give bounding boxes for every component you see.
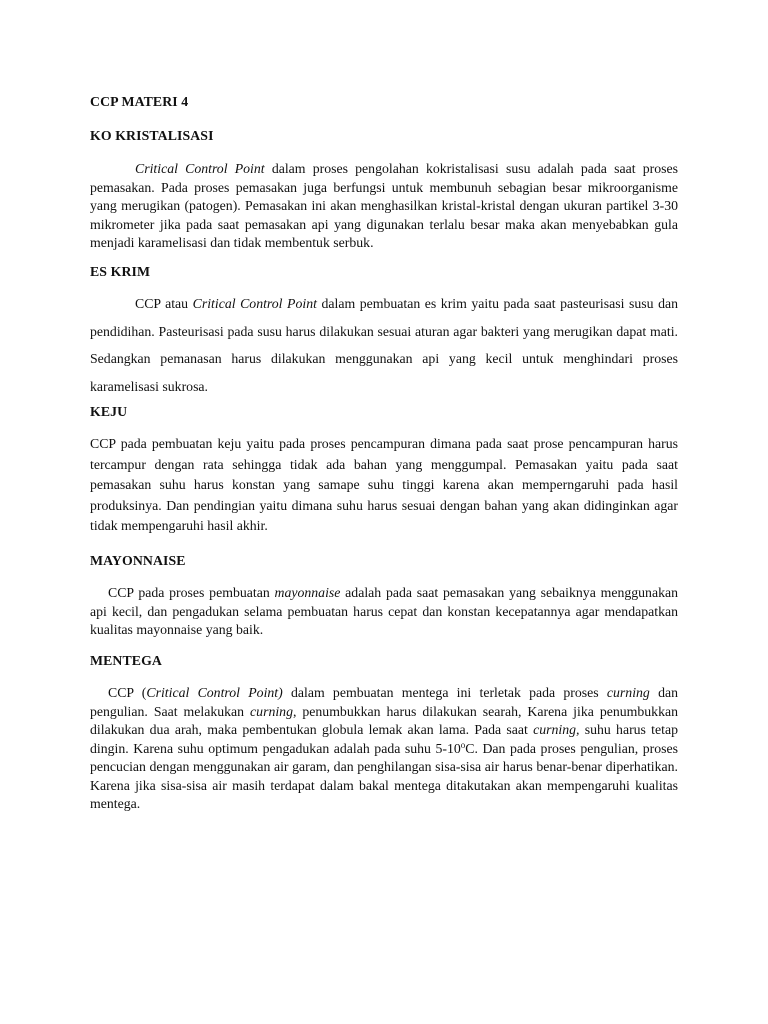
paragraph-mentega: CCP (Critical Control Point) dalam pembuatan mentega ini terletak pada proses curning dan pengulian. Saat melakukan curning, penumbukkan harus dilakukan searah, Karena jika penumbukkan dilakukan dua arah, maka pembentukan globula lemak akan lama. Pada saat curning, suhu harus tetap dingin. Karena suhu optimum pengadukan adalah pada suhu 5-10$^o$C. Dan pada proses pengulian, proses pencucian dengan menggunakan air garam, dan penghilangan sisa-sisa air harus benar-benar diperhatikan. Karena jika sisa-sisa air masih terdapat dalam bakal mentega ditakutakan akan mempengaruhi kualitas mentega. [90, 685, 678, 811]
heading-es-krim: ES KRIM [90, 264, 151, 279]
document-title: CCP MATERI 4 [90, 94, 189, 109]
italic-term: curning, [533, 722, 580, 737]
heading-keju: KEJU [90, 404, 128, 419]
heading-ko-kristalisasi: KO KRISTALISASI [90, 128, 214, 143]
paragraph-ko-kristalisasi: Critical Control Point dalam proses pengolahan kokristalisasi susu adalah pada saat proses pemasakan. Pada proses pemasakan juga berfungsi untuk membunuh sebagian besar mikroorganisme yang merugikan (patogen). Pemasakan ini akan menghasilkan kristal-kristal dengan ukuran partikel 3-30 mikrometer jika pada saat pemasakan api yang digunakan terlalu besar maka akan menyebabkan gula menjadi karamelisasi dan tidak membentuk serbuk. [90, 161, 678, 250]
degree-superscript: o [460, 739, 466, 750]
italic-term: Critical Control Point [192, 296, 317, 311]
italic-term: Critical Control Point [135, 161, 265, 176]
heading-mentega: MENTEGA [90, 653, 162, 668]
italic-term: curning [250, 703, 293, 719]
heading-mayonnaise: MAYONNAISE [90, 553, 186, 568]
paragraph-keju: CCP pada pembuatan keju yaitu pada proses pencampuran dimana pada saat prose pencampuran harus tercampur dengan rata sehingga tidak ada bahan yang menggumpal. Pemasakan yaitu pada saat pemasakan suhu harus konstan yang samape suhu tinggi karena akan memperngaruhi pada hasil produksinya. Dan pendingian yaitu dimana suhu harus sesuai dengan bahan yang akan didinginkan agar tidak mempengaruhi hasil akhir. [90, 436, 678, 533]
italic-term: mayonnaise [274, 585, 341, 600]
italic-term: Critical Control Point) [146, 685, 283, 700]
paragraph-es-krim: CCP atau Critical Control Point dalam pembuatan es krim yaitu pada saat pasteurisasi susu dan pendidihan. Pasteurisasi pada susu harus dilakukan sesuai aturan agar bakteri yang merugikan dapat mati. Sedangkan pemanasan harus dilakukan menggunakan api yang kecil untuk menghindari proses karamelisasi sukrosa. [90, 296, 678, 394]
paragraph-mayonnaise: CCP pada proses pembuatan mayonnaise adalah pada saat pemasakan yang sebaiknya menggunakan api kecil, dan pengadukan selama pembuatan harus cepat dan konstan kecepatannya agar mendapatkan kualitas mayonnaise yang baik. [90, 585, 678, 637]
italic-term: curning [606, 685, 650, 700]
